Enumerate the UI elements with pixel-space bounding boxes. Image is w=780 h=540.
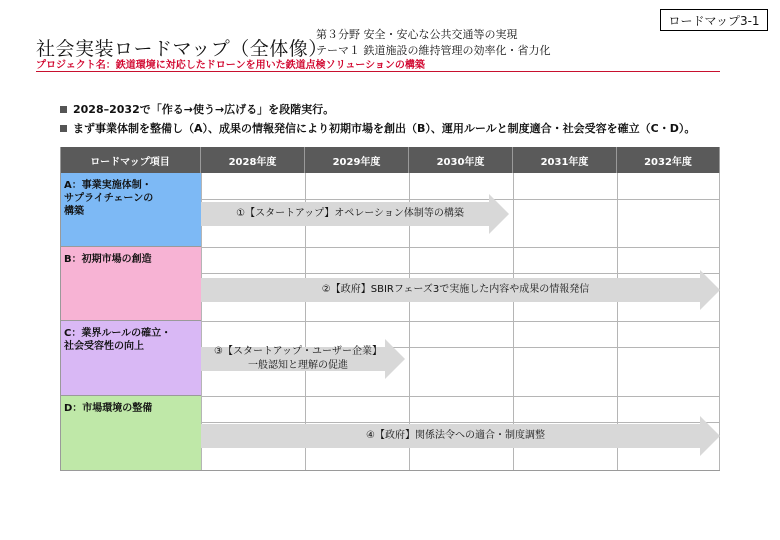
summary-text: まず事業体制を整備し（A）、成果の情報発信により初期市場を創出（B）、運用ルールと制度適合・社会受容を確立（C・D）。 — [73, 122, 696, 135]
grid-hline — [201, 396, 720, 397]
table-header-year: 2032年度 — [617, 147, 720, 173]
theme-label: テーマ１ 鉄道施設の維持管理の効率化・省力化 — [316, 44, 551, 57]
row-label: A：事業実施体制・ サプライチェーンの 構築 — [60, 173, 201, 247]
roadmap-badge: ロードマップ3-1 — [660, 9, 768, 31]
grid-hline — [201, 247, 720, 248]
grid-hline — [201, 321, 720, 322]
arrow-label — [201, 194, 499, 234]
table-header-year: 2030年度 — [409, 147, 513, 173]
table-frame-bottom — [60, 470, 720, 471]
roadmap-arrow — [201, 339, 405, 379]
arrow-label-line: 一般認知と理解の促進 — [248, 360, 348, 371]
roadmap-arrow — [201, 270, 720, 310]
arrow-label — [201, 270, 710, 310]
roadmap-arrow — [201, 194, 509, 234]
project-name: プロジェクト名：鉄道環境に対応したドローンを用いた鉄道点検ソリューションの構築 — [36, 60, 425, 71]
table-header-year: 2028年度 — [201, 147, 305, 173]
arrow-label-line: ①【スタートアップ】オペレーション体制等の構築 — [236, 208, 464, 219]
table-header-year: 2031年度 — [513, 147, 617, 173]
table-header-item: ロードマップ項目 — [60, 147, 201, 173]
summary-text: 2028–2032で「作る→使う→広げる」を段階実行。 — [73, 103, 335, 116]
page-title: 社会実装ロードマップ（全体像） — [36, 38, 328, 60]
arrow-label — [201, 416, 710, 456]
row-label: B：初期市場の創造 — [60, 247, 201, 321]
arrow-label — [201, 339, 395, 379]
row-label: D：市場環境の整備 — [60, 396, 201, 471]
arrow-label-line: ③【スタートアップ・ユーザー企業】 — [214, 346, 382, 357]
row-label: C：業界ルールの確立・ 社会受容性の向上 — [60, 321, 201, 396]
table-header-year: 2029年度 — [305, 147, 409, 173]
roadmap-arrow — [201, 416, 720, 456]
table-frame-left — [60, 147, 61, 471]
arrow-label-line: ②【政府】SBIRフェーズ3で実施した内容や成果の情報発信 — [321, 284, 590, 295]
field-label: 第３分野 安全・安心な公共交通等の実現 — [316, 28, 518, 41]
arrow-label-line: ④【政府】関係法令への適合・制度調整 — [366, 430, 545, 441]
